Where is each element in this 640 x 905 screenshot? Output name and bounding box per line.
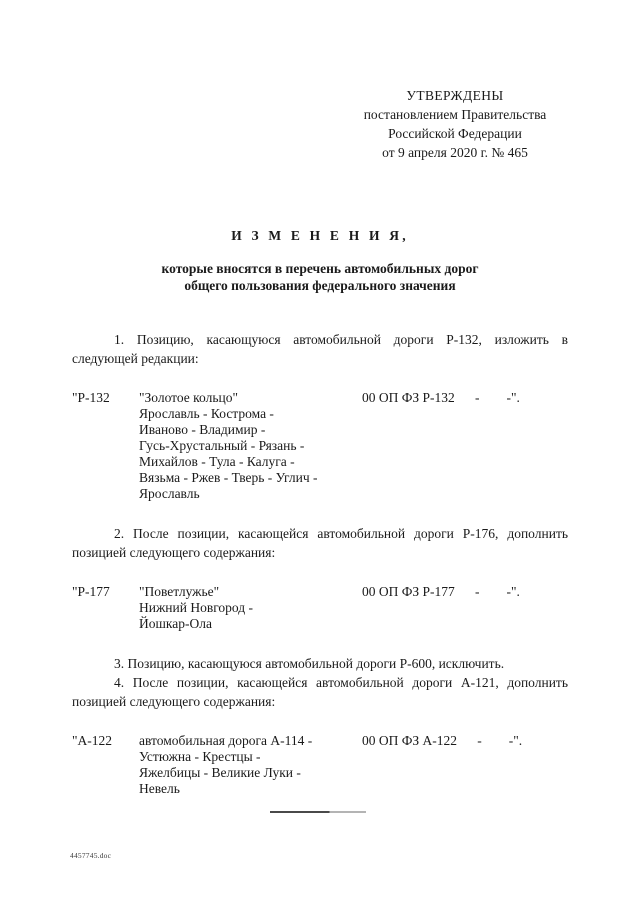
entry-code: "А-122 [72, 733, 113, 748]
paragraph-3: 3. Позицию, касающуюся автомобильной дороги Р-600, исключить. [114, 656, 505, 671]
entry-code: "Р-177 [72, 584, 110, 599]
title-block [70, 228, 570, 294]
entry-registry-number: 00 ОП ФЗ Р-177 - -". [362, 584, 520, 599]
entry-name-line: Михайлов - Тула - Калуга - [139, 454, 295, 469]
approval-line-2: постановлением Правительства [363, 107, 547, 122]
approval-line-4: от 9 апреля 2020 г. № 465 [382, 145, 528, 160]
paragraph-4: 4. После позиции, касающейся автомобильной дороги А-121, дополнить позицией следующего содержания: [72, 675, 568, 709]
paragraph-2: 2. После позиции, касающейся автомобильной дороги Р-176, дополнить позицией следующего содержания: [72, 526, 568, 560]
entry-name-line: "Поветлужье" [139, 584, 220, 599]
spacer [72, 502, 568, 524]
entry-name-line: Яжелбицы - Великие Луки - [139, 765, 301, 780]
document-body [72, 330, 568, 797]
road-entry-r132 [72, 390, 568, 502]
table-row [72, 733, 568, 797]
entry-name-line: Невель [139, 781, 180, 796]
road-entry-a122 [72, 733, 568, 797]
spacer [72, 562, 568, 584]
road-entry-r177 [72, 584, 568, 632]
entry-registry-number: 00 ОП ФЗ Р-132 - -". [362, 390, 520, 405]
entry-registry-number: 00 ОП ФЗ А-122 - -". [362, 733, 523, 748]
approval-header [330, 86, 580, 162]
spacer [72, 368, 568, 390]
entry-code: "Р-132 [72, 390, 110, 405]
entry-name [139, 584, 362, 632]
section-divider [270, 811, 366, 813]
entry-name-line: Гусь-Хрустальный - Рязань - [139, 438, 305, 453]
spacer [72, 711, 568, 733]
entry-name [139, 733, 362, 797]
entry-name-line: Вязьма - Ржев - Тверь - Углич - [139, 470, 318, 485]
entry-name-line: Йошкар-Ола [139, 616, 212, 631]
entry-name-line: Устюжна - Крестцы - [139, 749, 261, 764]
document-subtitle [70, 260, 570, 294]
table-row [72, 390, 568, 502]
entry-name-line: "Золотое кольцо" [139, 390, 238, 405]
entry-name-line: Нижний Новгород - [139, 600, 254, 615]
approval-line-1: УТВЕРЖДЕНЫ [406, 88, 504, 103]
paragraph-1: 1. Позицию, касающуюся автомобильной дороги Р-132, изложить в следующей редакции: [72, 332, 568, 366]
entry-name-line: Иваново - Владимир - [139, 422, 266, 437]
subtitle-line-1: которые вносятся в перечень автомобильных дорог [161, 261, 479, 276]
table-row [72, 584, 568, 632]
entry-name [139, 390, 362, 502]
entry-name-line: Ярославль - Кострома - [139, 406, 274, 421]
spacer [72, 632, 568, 654]
document-filename: 4457745.doc [70, 851, 112, 860]
page-title: И З М Е Н Е Н И Я, [231, 228, 409, 243]
approval-line-3: Российской Федерации [388, 126, 522, 141]
entry-name-line: автомобильная дорога А-114 - [139, 733, 313, 748]
subtitle-line-2: общего пользования федерального значения [184, 278, 456, 293]
entry-name-line: Ярославль [139, 486, 200, 501]
